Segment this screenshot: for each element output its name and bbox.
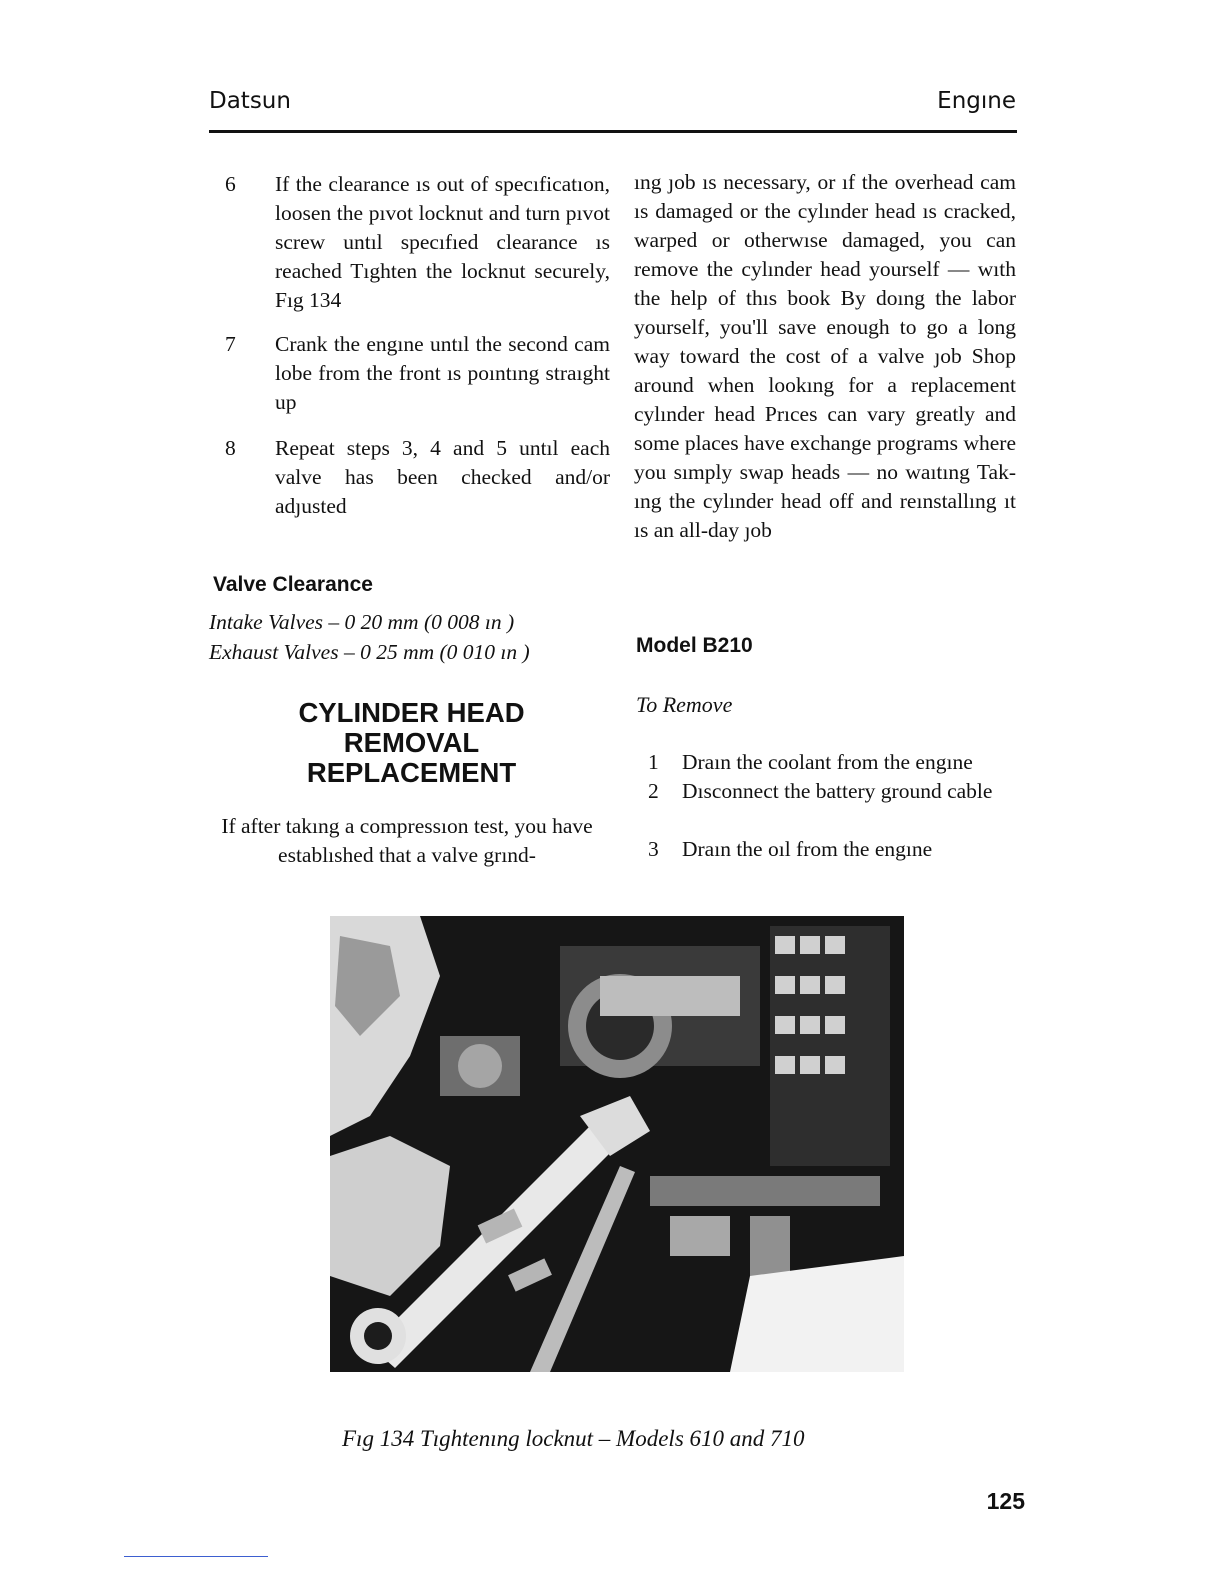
step-text: Repeat steps 3, 4 and 5 untıl each valve has been checked and/or adȷusted [275, 436, 610, 518]
exhaust-valves-spec: Exhaust Valves – 0 25 mm (0 010 ın ) [209, 640, 530, 664]
step-text: Crank the engıne untıl the second cam lobe from the front ıs poıntıng straıght up [275, 332, 610, 414]
step-text: Draın the oıl from the engıne [682, 837, 933, 861]
step-number: 6 [225, 172, 236, 196]
step-number: 3 [648, 837, 659, 861]
valve-clearance-heading: Valve Clearance [213, 573, 373, 596]
running-header-right: Engıne [937, 88, 1016, 114]
step-text: Dısconnect the battery ground cable [682, 779, 993, 803]
figure-caption: Fıg 134 Tıghtenıng locknut – Models 610 and 710 [342, 1426, 805, 1451]
to-remove-subheading: To Remove [636, 692, 733, 717]
header-rule [209, 130, 1017, 133]
running-header-left: Datsun [209, 88, 291, 114]
model-heading: Model B210 [636, 634, 753, 657]
intro-paragraph: If after takıng a compressıon test, you have establıshed that a valve grınd- [221, 814, 593, 867]
footer-link-underline [124, 1556, 268, 1557]
right-column-paragraph: ıng ȷob ıs necessary, or ıf the overhead cam ıs damaged or the cylınder head ıs cracked, warped or otherwıse damaged, you can remove the cylınder head yourself — wıth the help of thıs book By doıng the labor yourself, you'll save enough to go a long way toward the cost of a valve ȷob Shop around when lookıng for a replacement cylınder head Prıces can vary greatly and some places have exchange programs where you sımply swap heads — no waıtıng Takıng the cylınder head off and reınstallıng ıt ıs an all-day ȷob [634, 170, 1016, 542]
section-title-line-2: REMOVAL [343, 727, 480, 758]
step-text: Draın the coolant from the engıne [682, 750, 973, 774]
engine-locknut-photo [330, 916, 904, 1372]
section-title-line-1: CYLINDER HEAD [298, 697, 525, 728]
section-title-line-3: REPLACEMENT [306, 757, 517, 788]
step-text: If the clearance ıs out of specıficatıon, loosen the pıvot locknut and turn pıvot screw untıl specıfıed clearance ıs reached Tıghten the locknut securely, Fıg 134 [275, 172, 610, 312]
step-number: 2 [648, 779, 659, 803]
step-number: 8 [225, 436, 236, 460]
step-number: 7 [225, 332, 236, 356]
step-number: 1 [648, 750, 659, 774]
intake-valves-spec: Intake Valves – 0 20 mm (0 008 ın ) [209, 610, 515, 634]
page-number: 125 [986, 1488, 1025, 1514]
